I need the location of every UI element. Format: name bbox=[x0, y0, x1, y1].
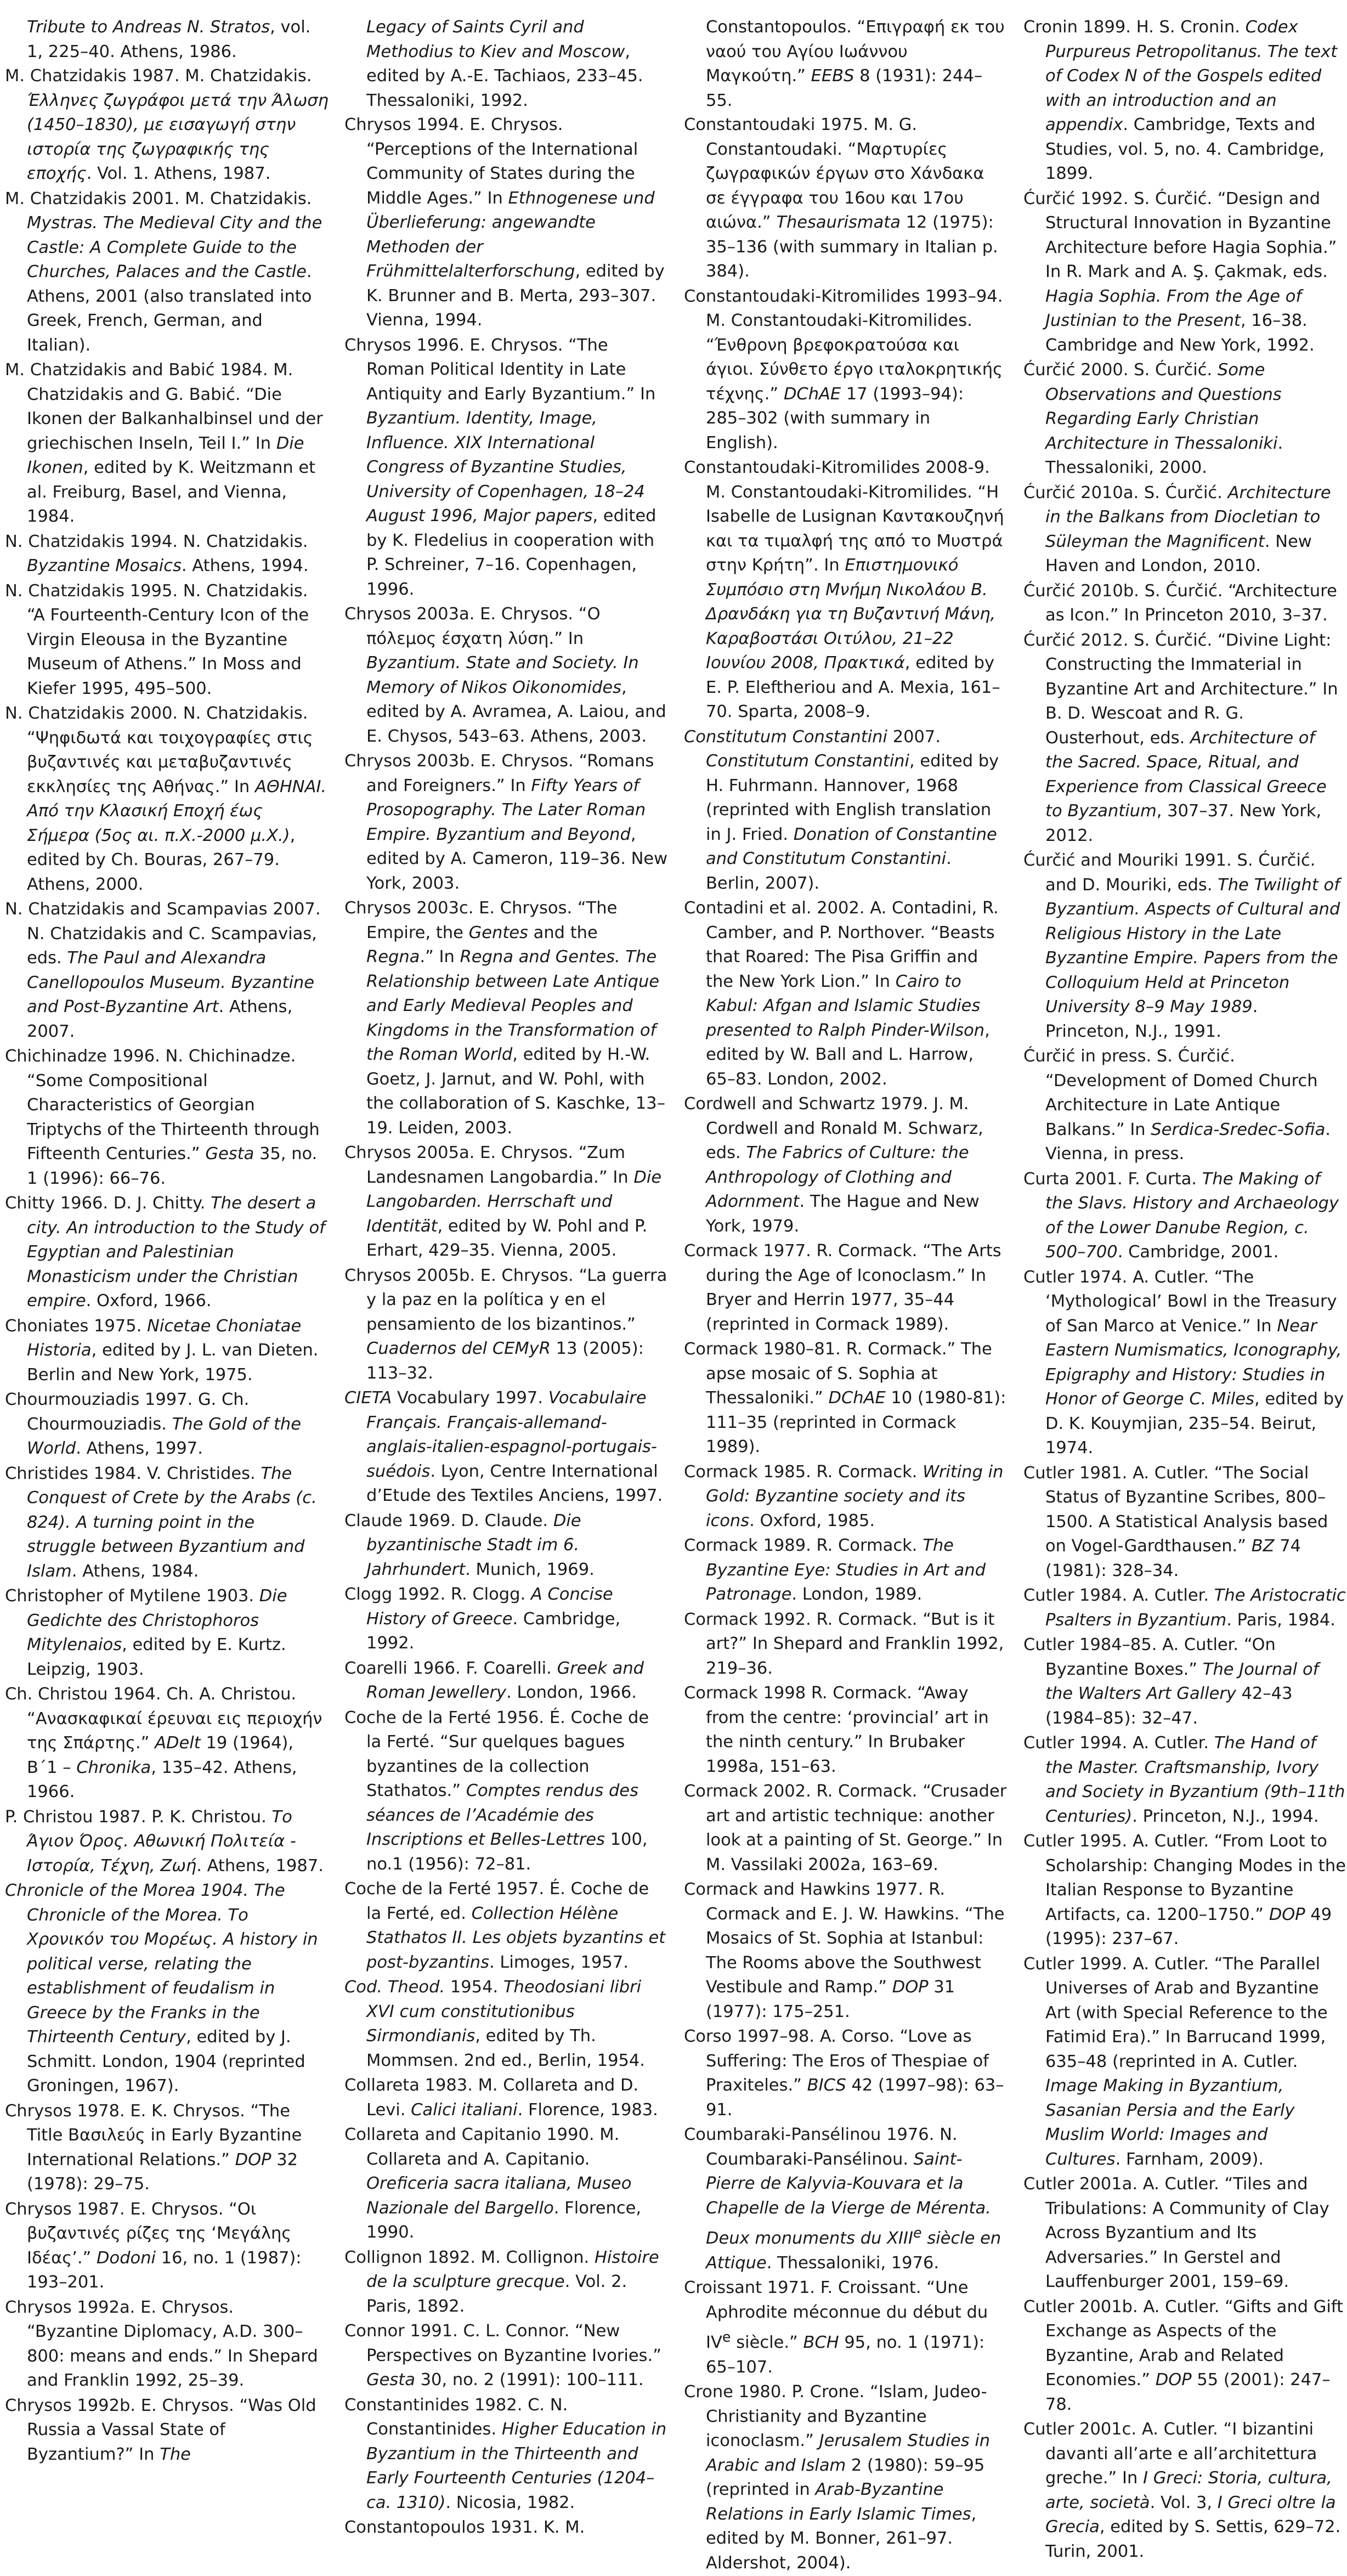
entry-text: M. Constantoudaki-Kitromilides. “Η Isabelle de Lusignan Καντακουζηνή και τα τιμαλφή της από το Μυστρά στην Κρήτη”. In Επιστημονικό Συμπόσιο στη Μνήμη Νικολάου Β. Δρανδάκη για τη Βυζαντινή Μάνη, Καραβοστάσι Οιτύλου, 21–22 Ιουνίου 2008, Πρακτικά, edited by E. P. Eleftheriou and A. Mexia, 161–70. Sparta, 2008–9. bbox=[706, 482, 1004, 721]
bibliography-entry bbox=[5, 530, 329, 579]
bibliography-entry bbox=[684, 2123, 1008, 2275]
entry-key: M. Chatzidakis and Babić 1984. bbox=[5, 360, 268, 380]
entry-text: A. Cutler. “The Parallel Universes of Arab and Byzantine Art (with Special Reference to the Fatimid Era).” In Barrucand 1999, 635–48 (reprinted in A. Cutler. Image Making in Byzantium, Sasanian Persia and the Early Muslim World: Images and Cultures. Farnham, 2009). bbox=[1045, 1954, 1328, 2169]
entry-text: F. Coarelli. Greek and Roman Jewellery. London, 1966. bbox=[366, 1658, 644, 1702]
bibliography-entry bbox=[684, 2276, 1008, 2380]
entry-key: Cormack 1977. bbox=[684, 1241, 811, 1261]
entry-text: Die Gedichte des Christophoros Mitylenaios, edited by E. Kurtz. Leipzig, 1903. bbox=[27, 1586, 287, 1679]
bibliography-entry bbox=[1023, 1584, 1347, 1632]
bibliography-entry bbox=[684, 2025, 1008, 2122]
entry-key: Ćurčić 1992. bbox=[1023, 189, 1129, 208]
entry-text: A. Cutler. “Tiles and Tribulations: A Community of Clay Across Byzantium and Its Adversaries.” In Gerstel and Lauffenburger 2001, 159–69. bbox=[1045, 2174, 1329, 2291]
entry-text: R. Clogg. A Concise History of Greece. Cambridge, 1992. bbox=[366, 1585, 621, 1653]
entry-key: Ćurčić 2010a. bbox=[1023, 483, 1139, 502]
bibliography-entry bbox=[344, 2319, 668, 2393]
bibliography-entry bbox=[5, 2099, 329, 2197]
bibliography-entry bbox=[684, 1534, 1008, 1607]
entry-text: Tribute to Andreas N. Stratos, vol. 1, 225–40. Athens, 1986. bbox=[27, 18, 311, 61]
entry-key: P. Christou 1987. bbox=[5, 1807, 146, 1827]
entry-text: E. K. Chrysos. “The Title Βασιλεύς in Early Byzantine International Relations.” DOP 32 (1978): 29–75. bbox=[27, 2101, 302, 2194]
bibliography-entry bbox=[344, 1657, 668, 1705]
entry-key: Chrysos 2003b. bbox=[344, 752, 476, 771]
entry-text: A. Cutler. “On Byzantine Boxes.” The Journal of the Walters Art Gallery 42–43 (1984–85): 32–47. bbox=[1045, 1635, 1319, 1728]
entry-key: Cutler 1974. bbox=[1023, 1267, 1128, 1287]
entry-key: Cutler 1981. bbox=[1023, 1463, 1128, 1483]
entry-text: M. G. Constantoudaki. “Μαρτυρίες ζωγραφικών έργων στο Χάνδακα σε έγγραφα του 16ου και 17ου αιώνα.” Thesaurismata 12 (1975): 35–136 (with summary in Italian p. 384). bbox=[706, 115, 998, 281]
entry-text: C. L. Connor. “New Perspectives on Byzantine Ivories.” Gesta 30, no. 2 (1991): 100–111. bbox=[366, 2321, 662, 2389]
entry-text: E. Chrysos. “Perceptions of the International Community of States during the Middle Ages.” In Ethnogenese und Überlieferung: angewandte Methoden der Frühmittelalterforschung, edited by K. Brunner and B. Merta, 293–307. Vienna, 1994. bbox=[366, 115, 665, 330]
entry-key: Cormack 1989. bbox=[684, 1536, 811, 1555]
entry-key: Chrysos 2003a. bbox=[344, 605, 475, 624]
entry-text: R. Cormack. “But is it art?” In Shepard and Franklin 1992, 219–36. bbox=[706, 1609, 1004, 1678]
bibliography-entry bbox=[684, 2380, 1008, 2575]
bibliography-entry bbox=[684, 1239, 1008, 1337]
entry-text: Constantopoulos. “Επιγραφή εκ του ναού του Αγίου Ιωάννου Μαγκούτη.” EEBS 8 (1931): 244–55. bbox=[706, 18, 1005, 110]
entry-text: C. N. Constantinides. Higher Education in Byzantium in the Thirteenth and Early Fourteenth Centuries (1204–ca. 1310). Nicosia, 1982. bbox=[366, 2395, 667, 2512]
bibliography-entry bbox=[5, 702, 329, 897]
entry-key: Cutler 1984. bbox=[1023, 1586, 1128, 1605]
bibliography-entry bbox=[5, 2296, 329, 2393]
bibliography-entry bbox=[5, 1388, 329, 1461]
entry-text: A. Contadini, R. Camber, and P. Northover. “Beasts that Roared: The Pisa Griffin and the New York Lion.” In Cairo to Kabul: Afgan and Islamic Studies presented to Ralph Pinder-Wilson, edited by W. Ball and L. Harrow, 65–83. London, 2002. bbox=[706, 899, 999, 1089]
entry-text: S. Ćurčić. “Development of Domed Church Architecture in Late Antique Balkans.” In Serdica-Sredec-Sofia. Vienna, in press. bbox=[1045, 1047, 1331, 1163]
entry-text: M. Collareta and D. Levi. Calici italiani. Florence, 1983. bbox=[366, 2076, 658, 2120]
bibliography-entry bbox=[5, 897, 329, 1044]
entry-key: Chourmouziadis 1997. bbox=[5, 1390, 193, 1409]
entry-text: A. Cutler. “From Loot to Scholarship: Changing Modes in the Italian Response to Byzantine Artifacts, ca. 1200–1750.” DOP 49 (1995): 237–67. bbox=[1045, 1832, 1346, 1948]
entry-key: Christopher of Mytilene 1903. bbox=[5, 1586, 254, 1606]
entry-key: N. Chatzidakis 1995. bbox=[5, 581, 178, 601]
bibliography-entry bbox=[344, 1264, 668, 1386]
bibliography-entry bbox=[5, 64, 329, 187]
bibliography-entry bbox=[1023, 629, 1347, 849]
entry-text: D. Claude. Die byzantinische Stadt im 6. Jahrhundert. Munich, 1969. bbox=[366, 1511, 595, 1579]
bibliography-entry bbox=[1023, 2295, 1347, 2417]
entry-key: M. Chatzidakis 2001. bbox=[5, 189, 180, 208]
entry-text: R. Cormack. “Away from the centre: ‘provincial’ art in the ninth century.” In Brubaker 1998a, 151–63. bbox=[706, 1684, 989, 1776]
entry-text: R. Cormack. “Crusader art and artistic technique: another look at a painting of St. George.” In M. Vassilaki 2002a, 163–69. bbox=[706, 1782, 1007, 1874]
bibliography-entry bbox=[1023, 849, 1347, 1044]
entry-text: R. Cormack and E. J. W. Hawkins. “The Mosaics of St. Sophia at Istanbul: The Rooms above the Southwest Vestibule and Ramp.” DOP 31 (1977): 175–251. bbox=[706, 1880, 1005, 2021]
entry-text: G. Ch. Chourmouziadis. The Gold of the World. Athens, 1997. bbox=[27, 1390, 302, 1458]
entry-text: J. M. Cordwell and Ronald M. Schwarz, eds. The Fabrics of Culture: the Anthropology of Clothing and Adornment. The Hague and New York, 1979. bbox=[706, 1094, 983, 1236]
entry-key: Chrysos 2003c. bbox=[344, 899, 474, 918]
entry-key: Constantoudaki 1975. bbox=[684, 115, 869, 134]
bibliography-entry bbox=[684, 456, 1008, 725]
entry-key: Cronin 1899. bbox=[1023, 18, 1131, 37]
entry-key: Coarelli 1966. bbox=[344, 1658, 461, 1678]
entry-text: N. Chichinadze. “Some Compositional Characteristics of Georgian Triptychs of the Thirteenth through Fifteenth Centuries.” Gesta 35, no. 1 (1996): 66–76. bbox=[27, 1047, 320, 1188]
entry-key: Constantoudaki-Kitromilides 1993–94. bbox=[684, 286, 1003, 306]
entry-key: Cutler 2001a. bbox=[1023, 2174, 1138, 2194]
entry-text: S. Ćurčić. “Design and Structural Innovation in Byzantine Architecture before Hagia Sophia.” In R. Mark and A. Ş. Çakmak, eds. Hagia Sophia. From the Age of Justinian to the Present, 16–38. Cambridge and New York, 1992. bbox=[1045, 189, 1337, 355]
entry-key: Ćurčić 2000. bbox=[1023, 360, 1129, 380]
entry-text: The Chronicle of the Morea. Το Χρονικόν του Μορέως. A history in political verse, relating the establishment of feudalism in Greece by the Franks in the Thirteenth Century, edited by J. Schmitt. London, 1904 (reprinted Groningen, 1967). bbox=[27, 1881, 318, 2095]
entry-key: N. Chatzidakis 1994. bbox=[5, 532, 178, 551]
entry-text: M. Chatzidakis and G. Babić. “Die Ikonen der Balkanhalbinsel und der griechischen Inseln, Teil I.” In Die Ikonen, edited by K. Weitzmann et al. Freiburg, Basel, and Vienna, 1984. bbox=[27, 360, 323, 526]
entry-text: A. Cutler. “The ‘Mythological’ Bowl in the Treasury of San Marco at Venice.” In Near Eastern Numismatics, Iconography, Epigraphy and History: Studies in Honor of George C. Miles, edited by D. K. Kouymjian, 235–54. Beirut, 1974. bbox=[1045, 1267, 1344, 1458]
bibliography-entry bbox=[684, 1460, 1008, 1534]
entry-key: Curta 2001. bbox=[1023, 1169, 1123, 1189]
entry-key: Chrysos 1994. bbox=[344, 115, 465, 134]
bibliography-entry bbox=[1023, 2417, 1347, 2564]
bibliography-entry bbox=[344, 1877, 668, 1975]
entry-key: Claude 1969. bbox=[344, 1511, 456, 1530]
entry-text: Constitutum Constantini, edited by H. Fuhrmann. Hannover, 1968 (reprinted with English translation in J. Fried. Donation of Constantine and Constitutum Constantini. Berlin, 2007). bbox=[706, 752, 999, 893]
entry-key: Cutler 2001c. bbox=[1023, 2420, 1137, 2439]
entry-text: A. Cutler. The Hand of the Master. Craftsmanship, Ivory and Society in Byzantium (9th–11th Centuries). Princeton, N.J., 1994. bbox=[1045, 1733, 1345, 1826]
entry-text: M. Chatzidakis. Mystras. The Medieval City and the Castle: A Complete Guide to the Churches, Palaces and the Castle. Athens, 2001 (also translated into Greek, French, German, and Italian). bbox=[27, 189, 322, 355]
entry-key: Chrysos 2005a. bbox=[344, 1143, 475, 1162]
entry-key: Collignon 1892. bbox=[344, 2247, 476, 2267]
entry-text: S. Ćurčić. “Architecture as Icon.” In Princeton 2010, 3–37. bbox=[1045, 581, 1337, 625]
bibliography-entry bbox=[1023, 358, 1347, 481]
entry-key: Christides 1984. bbox=[5, 1464, 142, 1483]
entry-key: Collareta and Capitanio 1990. bbox=[344, 2125, 595, 2144]
entry-key: Connor 1991. bbox=[344, 2321, 458, 2341]
bibliography-entry bbox=[684, 1608, 1008, 1681]
entry-text: N. Chatzidakis. “A Fourteenth-Century Icon of the Virgin Eleousa in the Byzantine Museum of Athens.” In Moss and Kiefer 1995, 495–500. bbox=[27, 581, 309, 698]
bibliography-entry bbox=[5, 1879, 329, 2099]
bibliography-entry bbox=[344, 2516, 668, 2540]
entry-text: A. Corso. “Love as Suffering: The Eros of Thespiae of Praxiteles.” BICS 42 (1997–98): 63–91. bbox=[706, 2027, 1004, 2120]
entry-text: E. Chrysos. “The Empire, the Gentes and the Regna.” In Regna and Gentes. The Relationship between Late Antique and Early Medieval Peoples and Kingdoms in the Transformation of the Roman World, edited by H.-W. Goetz, J. Jarnut, and W. Pohl, with the collaboration of S. Kaschke, 13–19. Leiden, 2003. bbox=[366, 899, 665, 1138]
entry-key: Cormack 2002. bbox=[684, 1782, 811, 1801]
entry-text: H. S. Cronin. Codex Purpureus Petropolitanus. The text of Codex N of the Gospels edited with an introduction and an appendix. Cambridge, Texts and Studies, vol. 5, no. 4. Cambridge, 1899. bbox=[1045, 18, 1338, 183]
entry-text: Theodosiani libri XVI cum constitutionibus Sirmondianis, edited by Th. Mommsen. 2nd ed., Berlin, 1954. bbox=[366, 1978, 645, 2070]
entry-key: Cormack 1980–81. bbox=[684, 1340, 841, 1359]
bibliography-entry bbox=[1023, 1266, 1347, 1461]
bibliography-entry bbox=[5, 1682, 329, 1805]
bibliography-entry-continued bbox=[5, 15, 329, 64]
entry-key: Ćurčić and Mouriki 1991. bbox=[1023, 851, 1232, 870]
bibliography-entry bbox=[684, 285, 1008, 456]
entry-text: N. Coumbaraki-Pansélinou. Saint-Pierre de Kalyvia-Kouvara et la Chapelle de la Vierge de Mérenta. Deux monuments du XIIIe siècle en Attique. Thessaloniki, 1976. bbox=[706, 2125, 1001, 2273]
entry-key: Constantopoulos 1931. bbox=[344, 2518, 539, 2537]
entry-text: A. Cutler. The Aristocratic Psalters in Byzantium. Paris, 1984. bbox=[1045, 1586, 1346, 1630]
bibliography-entry bbox=[684, 1780, 1008, 1877]
entry-key: Coche de la Ferté 1957. bbox=[344, 1879, 545, 1899]
entry-key: Ćurčić 2012. bbox=[1023, 630, 1129, 650]
entry-key: Ćurčić in press. bbox=[1023, 1047, 1152, 1066]
bibliography-column-4 bbox=[1023, 15, 1347, 2564]
entry-key: Cod. Theod. 1954. bbox=[344, 1978, 499, 1997]
entry-text: R. Cormack.” The apse mosaic of S. Sophia at Thessaloniki.” DChAE 10 (1980-81): 111–35 (reprinted in Cormack 1989). bbox=[706, 1340, 1006, 1456]
bibliography-entry bbox=[344, 2246, 668, 2319]
entry-key: Cormack 1985. bbox=[684, 1462, 811, 1482]
bibliography-entry bbox=[5, 358, 329, 529]
entry-text: A. Cutler. “The Social Status of Byzantine Scribes, 800–1500. A Statistical Analysis based on Vogel-Gardthausen.” BZ 74 (1981): 328–34. bbox=[1045, 1463, 1328, 1580]
bibliography-entry bbox=[684, 1337, 1008, 1460]
entry-text: S. Ćurčić. Some Observations and Questions Regarding Early Christian Architecture in Thessaloniki. Thessaloniki, 2000. bbox=[1045, 360, 1283, 477]
entry-key: Cutler 2001b. bbox=[1023, 2297, 1138, 2317]
entry-key: Cordwell and Schwartz 1979. bbox=[684, 1094, 929, 1114]
bibliography-column-2 bbox=[344, 15, 668, 2541]
entry-key: Ćurčić 2010b. bbox=[1023, 581, 1139, 601]
entry-text: Vocabulaire Français. Français-allemand-anglais-italien-espagnol-portugais-suédois. Lyon, Centre International d’Etude des Textiles Anciens, 1997. bbox=[366, 1388, 663, 1505]
entry-key: Collareta 1983. bbox=[344, 2076, 473, 2095]
bibliography-entry bbox=[344, 1386, 668, 1509]
entry-key: Cormack 1998 bbox=[684, 1684, 806, 1703]
entry-key: Constitutum Constantini 2007. bbox=[684, 727, 941, 747]
entry-text: M. Constantoudaki-Kitromilides. “Ένθρονη βρεφοκρατούσα και άγιοι. Σύνθετο έργο ιταλοκρητικής τέχνης.” DChAE 17 (1993–94): 285–302 (with summary in English). bbox=[706, 311, 1003, 453]
bibliography-entry bbox=[344, 2393, 668, 2516]
entry-text: M. Collignon. Histoire de la sculpture grecque. Vol. 2. Paris, 1892. bbox=[366, 2247, 659, 2316]
bibliography-entry bbox=[1023, 579, 1347, 628]
bibliography-entry bbox=[344, 2074, 668, 2122]
bibliography-entry bbox=[5, 1805, 329, 1879]
bibliography-entry-continued bbox=[344, 15, 668, 113]
entry-text: F. Croissant. “Une Aphrodite méconnue du début du IVe siècle.” BCH 95, no. 1 (1971): 65–107. bbox=[706, 2278, 988, 2377]
entry-text: P. K. Christou. Το Άγιον Όρος. Αθωνική Πολιτεία - Ιστορία, Τέχνη, Ζωή. Athens, 1987. bbox=[27, 1807, 324, 1875]
bibliography-entry bbox=[1023, 1461, 1347, 1584]
bibliography-entry bbox=[1023, 2172, 1347, 2295]
bibliography-entry bbox=[5, 2394, 329, 2467]
entry-text: N. Chatzidakis. Byzantine Mosaics. Athens, 1994. bbox=[27, 532, 309, 575]
entry-key: Chichinadze 1996. bbox=[5, 1047, 160, 1066]
entry-key: Cutler 1999. bbox=[1023, 1954, 1128, 1974]
bibliography-entry bbox=[5, 1314, 329, 1388]
entry-text: K. M. bbox=[543, 2518, 585, 2537]
bibliography-entry bbox=[684, 896, 1008, 1092]
entry-key: Chitty 1966. bbox=[5, 1194, 109, 1213]
entry-key: Crone 1980. bbox=[684, 2382, 786, 2402]
bibliography-entry bbox=[5, 1191, 329, 1314]
entry-key: N. Chatzidakis 2000. bbox=[5, 704, 178, 723]
entry-key: M. Chatzidakis 1987. bbox=[5, 66, 180, 86]
entry-text: E. Chrysos. “Οι βυζαντινές ρίζες της ‘Μεγάλης Ιδέας’.” Dodoni 16, no. 1 (1987): 193–201. bbox=[27, 2199, 302, 2292]
bibliography-entry bbox=[684, 725, 1008, 896]
entry-key: Cutler 1995. bbox=[1023, 1832, 1128, 1851]
entry-key: Chrysos 1992b. bbox=[5, 2396, 136, 2415]
entry-key: Clogg 1992. bbox=[344, 1585, 446, 1604]
entry-key: Chrysos 1987. bbox=[5, 2199, 125, 2219]
entry-text: F. Curta. The Making of the Slavs. History and Archaeology of the Lower Danube Region, c. 500–700. Cambridge, 2001. bbox=[1045, 1169, 1339, 1262]
entry-text: E. Chrysos. “Was Old Russia a Vassal State of Byzantium?” In The bbox=[27, 2396, 316, 2464]
entry-text: D. J. Chitty. The desert a city. An introduction to the Study of Egyptian and Palestinian Monasticism under the Christian empire. Oxford, 1966. bbox=[27, 1194, 325, 1310]
bibliography-entry bbox=[1023, 481, 1347, 579]
bibliography-entry bbox=[5, 187, 329, 358]
bibliography-entry bbox=[5, 1044, 329, 1191]
bibliography-entry bbox=[1023, 1829, 1347, 1952]
entry-text: E. Chrysos. “Romans and Foreigners.” In Fifty Years of Prosopography. The Later Roman Empire. Byzantium and Beyond, edited by A. Cameron, 119–36. New York, 2003. bbox=[366, 752, 668, 893]
entry-key: CIETA Vocabulary 1997. bbox=[344, 1388, 544, 1408]
bibliography-entry-continued bbox=[684, 15, 1008, 113]
entry-text: N. Chatzidakis. “Ψηφιδωτά και τοιχογραφίες στις βυζαντινές και μεταβυζαντινές εκκλησίες της Αθήνας.” In ΑΘΗΝΑΙ. Από την Κλασική Εποχή έως Σήμερα (5ος αι. π.Χ.-2000 μ.Χ.), edited by Ch. Bouras, 267–79. Athens, 2000. bbox=[27, 704, 327, 894]
bibliography-entry bbox=[684, 113, 1008, 284]
bibliography-entry bbox=[344, 896, 668, 1140]
entry-key: Coche de la Ferté 1956. bbox=[344, 1708, 545, 1727]
entry-key: Chrysos 1992a. bbox=[5, 2297, 135, 2317]
entry-text: V. Christides. The Conquest of Crete by the Arabs (c. 824). A turning point in the struggle between Byzantium and Islam. Athens, 1984. bbox=[27, 1464, 317, 1581]
entry-text: E. Chrysos. “Ο πόλεμος έσχατη λύση.” In Byzantium. State and Society. In Memory of Nikos Oikonomides, edited by A. Avramea, A. Laiou, and E. Chysos, 543–63. Athens, 2003. bbox=[366, 605, 666, 746]
bibliography-entry bbox=[344, 1975, 668, 2073]
entry-key: Cutler 1984–85. bbox=[1023, 1635, 1157, 1654]
entry-key: N. Chatzidakis and Scampavias 2007. bbox=[5, 900, 321, 919]
bibliography-entry bbox=[344, 113, 668, 333]
entry-key: Cormack and Hawkins 1977. bbox=[684, 1880, 924, 1899]
entry-key: Contadini et al. 2002. bbox=[684, 899, 865, 918]
entry-text: N. Chatzidakis and C. Scampavias, eds. The Paul and Alexandra Canellopoulos Museum. Byzantine and Post-Byzantine Art. Athens, 2007. bbox=[27, 924, 317, 1041]
entry-text: M. Chatzidakis. Έλληνες ζωγράφοι μετά την Άλωση (1450–1830), με εισαγωγή στην ιστορία της ζωγραφικής της εποχής. Vol. 1. Athens, 1987. bbox=[27, 66, 329, 183]
bibliography-entry bbox=[344, 1583, 668, 1656]
bibliography-entry bbox=[344, 602, 668, 749]
entry-key: Chrysos 2005b. bbox=[344, 1266, 476, 1285]
bibliography-entry bbox=[5, 2197, 329, 2295]
entry-text: E. Chrysos. “Byzantine Diplomacy, A.D. 300–800: means and ends.” In Shepard and Franklin 1992, 25–39. bbox=[27, 2297, 318, 2390]
bibliography-entry bbox=[1023, 1952, 1347, 2172]
bibliography-entry bbox=[344, 1706, 668, 1877]
bibliography-entry bbox=[5, 1462, 329, 1584]
entry-key: Ch. Christou 1964. bbox=[5, 1685, 161, 1704]
entry-text: Nicetae Choniatae Historia, edited by J. L. van Dieten. Berlin and New York, 1975. bbox=[27, 1316, 319, 1385]
entry-key: Constantoudaki-Kitromilides 2008-9. bbox=[684, 458, 990, 477]
bibliography-column-1 bbox=[5, 15, 329, 2467]
bibliography-entry bbox=[344, 1509, 668, 1583]
bibliography-entry bbox=[1023, 15, 1347, 187]
bibliography-entry bbox=[5, 579, 329, 702]
entry-text: E. Chrysos. “La guerra y la paz en la política y en el pensamiento de los bizantinos.” Cuadernos del CEMyR 13 (2005): 113–32. bbox=[366, 1266, 667, 1383]
bibliography-entry bbox=[684, 1878, 1008, 2024]
bibliography-entry bbox=[5, 1584, 329, 1682]
entry-text: Legacy of Saints Cyril and Methodius to Kiev and Moscow, edited by A.-E. Tachiaos, 233–45. Thessaloniki, 1992. bbox=[366, 18, 643, 110]
entry-text: R. Cormack. The Byzantine Eye: Studies in Art and Patronage. London, 1989. bbox=[706, 1536, 986, 1604]
bibliography-entry bbox=[344, 2123, 668, 2245]
entry-key: Chrysos 1978. bbox=[5, 2101, 125, 2121]
entry-text: R. Cormack. “The Arts during the Age of Iconoclasm.” In Bryer and Herrin 1977, 35–44 (reprinted in Cormack 1989). bbox=[706, 1241, 1001, 1334]
entry-key: Choniates 1975. bbox=[5, 1316, 142, 1336]
bibliography-entry bbox=[344, 1141, 668, 1263]
entry-text: S. Ćurčić. and D. Mouriki, eds. The Twilight of Byzantium. Aspects of Cultural and Religious History in the Late Byzantine Empire. Papers from the Colloquium Held at Princeton University 8–9 May 1989. Princeton, N.J., 1991. bbox=[1045, 851, 1340, 1041]
entry-key: Corso 1997–98. bbox=[684, 2027, 815, 2046]
bibliography-entry bbox=[1023, 1633, 1347, 1731]
bibliography-entry bbox=[1023, 1044, 1347, 1167]
entry-key: Cutler 1994. bbox=[1023, 1733, 1128, 1753]
bibliography-entry bbox=[684, 1092, 1008, 1239]
entry-text: M. Collareta and A. Capitanio. Oreficeria sacra italiana, Museo Nazionale del Bargello. Florence, 1990. bbox=[366, 2125, 642, 2242]
bibliography-entry bbox=[1023, 1731, 1347, 1829]
entry-text: A. Cutler. “Gifts and Gift Exchange as Aspects of the Byzantine, Arab and Related Economies.” DOP 55 (2001): 247–78. bbox=[1045, 2297, 1344, 2414]
entry-text: S. Ćurčić. Architecture in the Balkans from Diocletian to Süleyman the Magnificent. New Haven and London, 2010. bbox=[1045, 483, 1331, 575]
entry-text: E. Chrysos. “Zum Landesnamen Langobardia.” In Die Langobarden. Herrschaft und Identität, edited by W. Pohl and P. Erhart, 429–35. Vienna, 2005. bbox=[366, 1143, 662, 1260]
entry-text: É. Coche de la Ferté, ed. Collection Hélène Stathatos II. Les objets byzantins et post-byzantins. Limoges, 1957. bbox=[366, 1879, 666, 1972]
entry-key: Chrysos 1996. bbox=[344, 335, 465, 355]
entry-text: É. Coche de la Ferté. “Sur quelques bagues byzantines de la collection Stathatos.” Comptes rendus des séances de l’Académie des Inscriptions et Belles-Lettres 100, no.1 (1956): 72–81. bbox=[366, 1708, 649, 1874]
entry-text: Ch. A. Christou. “Ανασκαφικαί έρευναι εις περιοχήν της Σπάρτης.” ADelt 19 (1964), B΄1 – Chronika, 135–42. Athens, 1966. bbox=[27, 1685, 322, 1801]
entry-text: E. Chrysos. “The Roman Political Identity in Late Antiquity and Early Byzantium.” In Byzantium. Identity, Image, Influence. XIX International Congress of Byzantine Studies, University of Copenhagen, 18–24 August 1996, Major papers, edited by K. Fledelius in cooperation with P. Schreiner, 7–16. Copenhagen, 1996. bbox=[366, 335, 656, 599]
entry-text: R. Cormack. Writing in Gold: Byzantine society and its icons. Oxford, 1985. bbox=[706, 1462, 1004, 1530]
bibliography-column-3 bbox=[684, 15, 1008, 2576]
bibliography-entry bbox=[1023, 187, 1347, 358]
entry-text: S. Ćurčić. “Divine Light: Constructing the Immaterial in Byzantine Art and Architecture.” In B. D. Wescoat and R. G. Ousterhout, eds. Architecture of the Sacred. Space, Ritual, and Experience from Classical Greece to Byzantium, 307–37. New York, 2012. bbox=[1045, 630, 1338, 845]
entry-key: Chronicle of the Morea 1904. bbox=[5, 1881, 249, 1900]
entry-key: Cormack 1992. bbox=[684, 1609, 811, 1629]
entry-text: P. Crone. “Islam, Judeo-Christianity and Byzantine iconoclasm.” Jerusalem Studies in Arabic and Islam 2 (1980): 59–95 (reprinted in Arab-Byzantine Relations in Early Islamic Times, edited by M. Bonner, 261–97. Aldershot, 2004). bbox=[706, 2382, 991, 2573]
entry-key: Coumbaraki-Pansélinou 1976. bbox=[684, 2125, 935, 2144]
bibliography-entry bbox=[684, 1681, 1008, 1779]
bibliography-entry bbox=[344, 749, 668, 896]
bibliography-entry bbox=[344, 334, 668, 602]
entry-key: Constantinides 1982. bbox=[344, 2395, 523, 2415]
entry-key: Croissant 1971. bbox=[684, 2278, 816, 2298]
bibliography-entry bbox=[1023, 1167, 1347, 1265]
entry-text: A. Cutler. “I bizantini davanti all’arte e all’architettura greche.” In I Greci: Storia, cultura, arte, società. Vol. 3, I Greci oltre la Grecia, edited by S. Settis, 629–72. Turin, 2001. bbox=[1045, 2420, 1341, 2561]
